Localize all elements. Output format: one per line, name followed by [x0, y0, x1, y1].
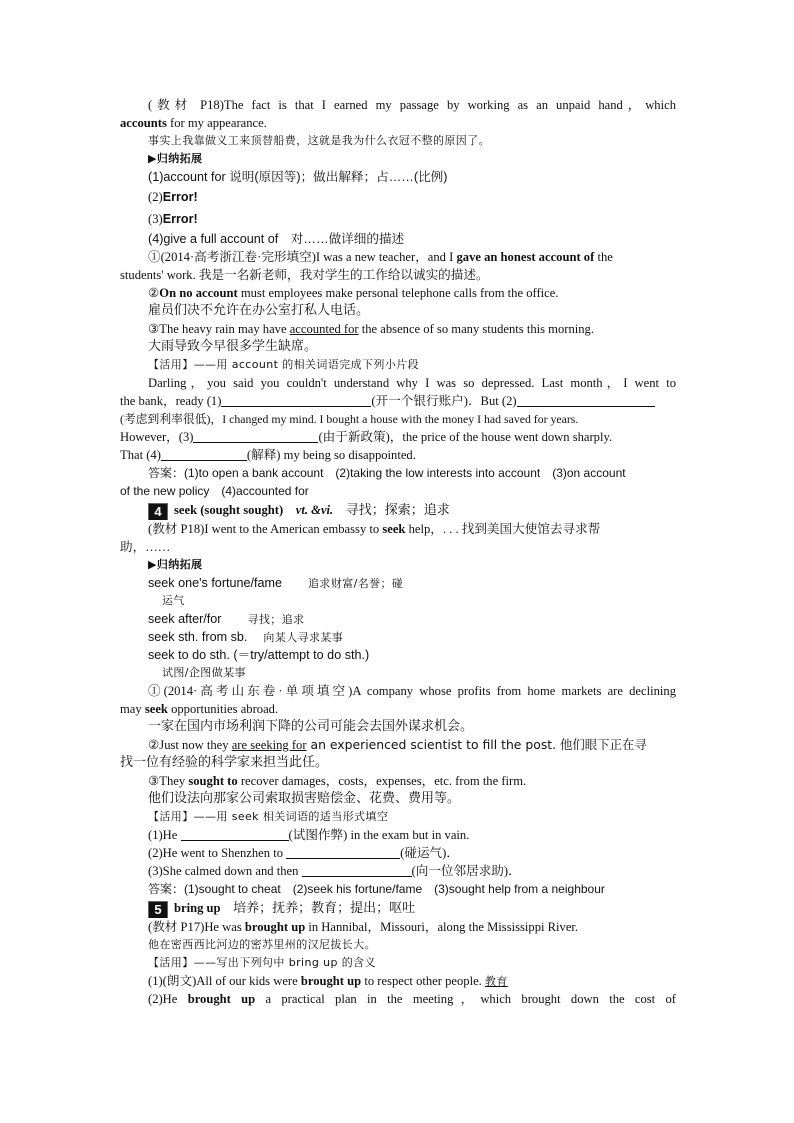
text-span: ③They: [148, 774, 189, 788]
text-span: 追求财富/名誉；碰: [308, 577, 404, 590]
text-span: (碰运气)．: [400, 846, 459, 860]
section-heading: ▶归纳拓展: [148, 558, 203, 571]
text-span: (教材 P18)I went to the American embassy to: [148, 522, 383, 536]
entry-heading-bring-up: [120, 898, 676, 918]
text-span: a practical plan in the meeting，which brought down the cost of: [255, 992, 676, 1006]
text-span: (1)account for 说明(原因等)；做出解释；占……(比例): [148, 170, 448, 184]
bold-term: brought up: [300, 974, 362, 988]
text-span: (3)She calmed down and then: [148, 864, 302, 878]
entry-number-badge: 5: [148, 901, 168, 918]
translation-line: 他在密西西比河边的密苏里州的汉尼拔长大。: [148, 938, 376, 951]
bold-term: seek: [144, 702, 168, 716]
text-span: in Hannibal，Missouri，along the Mississippi River.: [305, 920, 579, 934]
answer-blank[interactable]: [181, 827, 289, 841]
text-span: (向一位邻居求助)．: [411, 864, 521, 878]
translation-line: 大雨导致今早很多学生缺席。: [148, 339, 318, 354]
text-span: (1)(朗文)All of our kids were: [148, 974, 301, 988]
text-line: [120, 168, 676, 186]
answer-blank[interactable]: [286, 845, 400, 859]
text-span: (3): [148, 212, 163, 226]
text-span: must employees make personal telephone calls from the office.: [237, 286, 559, 300]
text-line: [120, 186, 676, 208]
translation-line: 一家在国内市场利润下降的公司可能会去国外谋求机会。: [148, 719, 474, 734]
exercise-heading: 【活用】——用 seek 相关词语的适当形式填空: [148, 810, 389, 823]
text-span: recover damages，costs，expenses，etc. from the firm.: [237, 774, 527, 788]
text-line: [120, 230, 676, 248]
text-span: to respect other people.: [361, 974, 485, 988]
text-span: the bank，ready (1): [120, 394, 222, 408]
text-span: ③The heavy rain may have: [148, 322, 290, 336]
text-line: (教材 P18)The fact is that I earned my passage by working as an unpaid hand，which: [148, 98, 676, 112]
exercise-heading: 【活用】——用 account 的相关词语完成下列小片段: [148, 358, 420, 371]
answer-blank[interactable]: [517, 393, 655, 407]
text-span: 寻找；追求: [247, 613, 305, 626]
text-span: the: [594, 250, 613, 264]
text-span: opportunities abroad.: [167, 702, 279, 716]
text-span: seek to do sth. (＝try/attempt to do sth.): [148, 648, 370, 662]
text-span: seek after/for: [148, 612, 222, 626]
text-span: seek sth. from sb.: [148, 630, 248, 644]
error-marker: Error!: [162, 212, 198, 226]
bold-term: accounts: [120, 116, 167, 130]
bold-term: seek: [382, 522, 406, 536]
text-line: [120, 772, 676, 790]
text-line: [120, 392, 676, 410]
text-span: 答案：(1)sought to cheat (2)seek his fortune/fame (3)sought help from a neighbour: [148, 882, 605, 896]
text-line: [120, 862, 676, 880]
text-span: (1)He: [148, 828, 181, 842]
bold-term: sought to: [188, 774, 238, 788]
text-span: (试图作弊) in the exam but in vain.: [288, 828, 470, 842]
text-line: 助，……: [120, 540, 171, 554]
answer-line: [120, 482, 676, 500]
text-line: [120, 320, 676, 338]
text-line: [120, 208, 676, 230]
text-span: ②: [148, 286, 160, 300]
entry-heading-seek: [120, 500, 676, 520]
text-span: may: [120, 702, 145, 716]
text-span: an experienced scientist to fill the post. 他们眼下正在寻: [306, 737, 647, 752]
text-span: ①(2014·高考浙江卷·完形填空)I was a new teacher，and I: [148, 250, 457, 264]
text-span: (教材 P17)He was: [148, 920, 245, 934]
text-span: of the new policy (4)accounted for: [120, 484, 309, 498]
text-span: help，. . . 找到美国大使馆去寻求帮: [405, 522, 601, 536]
text-span: (开一个银行账户)．But (2): [371, 394, 517, 408]
text-line: [120, 990, 676, 1008]
exercise-heading: 【活用】——写出下列句中 bring up 的含义: [148, 956, 376, 969]
answer-blank[interactable]: [221, 393, 371, 407]
text-span: (2)He: [148, 992, 188, 1006]
text-line: [120, 972, 676, 990]
text-span: seek one's fortune/fame: [148, 576, 283, 590]
text-line: [120, 574, 676, 592]
section-heading: ▶归纳拓展: [148, 152, 203, 165]
text-span: (解释) my being so disappointed.: [246, 448, 416, 462]
text-span: (4)give a full account of 对……做详细的描述: [148, 232, 405, 246]
text-span: (考虑到利率很低)，I changed my mind. I bought a house with the money I had saved for years.: [120, 412, 579, 426]
text-line: [120, 520, 676, 538]
text-span: ②Just now they: [148, 738, 232, 752]
text-span: 答案：(1)to open a bank account (2)taking the low interests into account (3)on account: [148, 466, 626, 480]
text-line: students' work. 我是一名新老师，我对学生的工作给以诚实的描述。: [120, 268, 489, 282]
underlined-term: accounted for: [289, 322, 359, 336]
answer-line: [120, 880, 676, 898]
error-marker: Error!: [162, 190, 198, 204]
translation-line: 找一位有经验的科学家来担当此任。: [120, 755, 329, 770]
text-span: (2): [148, 190, 163, 204]
entry-meaning: 培养；抚养；教育；提出；呕吐: [233, 901, 416, 916]
text-line: [120, 114, 676, 132]
part-of-speech: vt. &vi.: [295, 503, 334, 517]
text-line: Darling，you said you couldn't understand why I was so depressed. Last month，I went to: [148, 376, 676, 390]
text-line: [120, 410, 676, 428]
text-line: [120, 284, 676, 302]
translation-line: 雇员们决不允许在办公室打私人电话。: [148, 303, 370, 318]
answer-blank[interactable]: [161, 447, 247, 461]
text-line: [120, 844, 676, 862]
answer-blank[interactable]: [193, 429, 318, 443]
text-span: (2)He went to Shenzhen to: [148, 846, 287, 860]
bold-term: gave an honest account of: [456, 250, 595, 264]
text-line: [120, 628, 676, 646]
text-line: [120, 918, 676, 936]
bold-term: brought up: [187, 992, 256, 1006]
entry-headword: bring up: [174, 901, 221, 915]
text-span: 向某人寻求某事: [263, 631, 344, 644]
translation-line: 他们设法向那家公司索取损害赔偿金、花费、费用等。: [148, 791, 461, 806]
entry-meaning: 寻找；探索；追求: [345, 503, 450, 518]
entry-headword: seek (sought sought): [174, 503, 284, 517]
document-page: [120, 96, 676, 1008]
translation-line: 事实上我靠做义工来顶替船费，这就是我为什么衣冠不整的原因了。: [148, 134, 490, 147]
text-line: [120, 446, 676, 464]
bold-term: brought up: [244, 920, 306, 934]
text-line: 试图/企图做某事: [162, 666, 246, 679]
text-line: ①(2014·高考山东卷·单项填空)A company whose profits from home markets are declining: [148, 684, 676, 698]
answer-line: [120, 464, 676, 482]
answer-text: 教育: [484, 975, 508, 988]
text-line: [120, 700, 676, 718]
text-span: That (4): [120, 448, 161, 462]
text-span: the absence of so many students this morning.: [358, 322, 595, 336]
entry-number-badge: 4: [148, 503, 168, 520]
text-line: [120, 610, 676, 628]
text-line: 运气: [162, 594, 185, 607]
text-span: (由于新政策)，the price of the house went down sharply.: [318, 430, 613, 444]
text-line: [120, 428, 676, 446]
text-line: [120, 826, 676, 844]
answer-blank[interactable]: [302, 863, 412, 877]
text-line: [120, 736, 676, 754]
text-line: [120, 248, 676, 266]
bold-term: On no account: [159, 286, 238, 300]
underlined-term: are seeking for: [231, 738, 307, 752]
text-span: for my appearance.: [166, 116, 267, 130]
text-line: [120, 646, 676, 664]
text-span: However，(3): [120, 430, 194, 444]
